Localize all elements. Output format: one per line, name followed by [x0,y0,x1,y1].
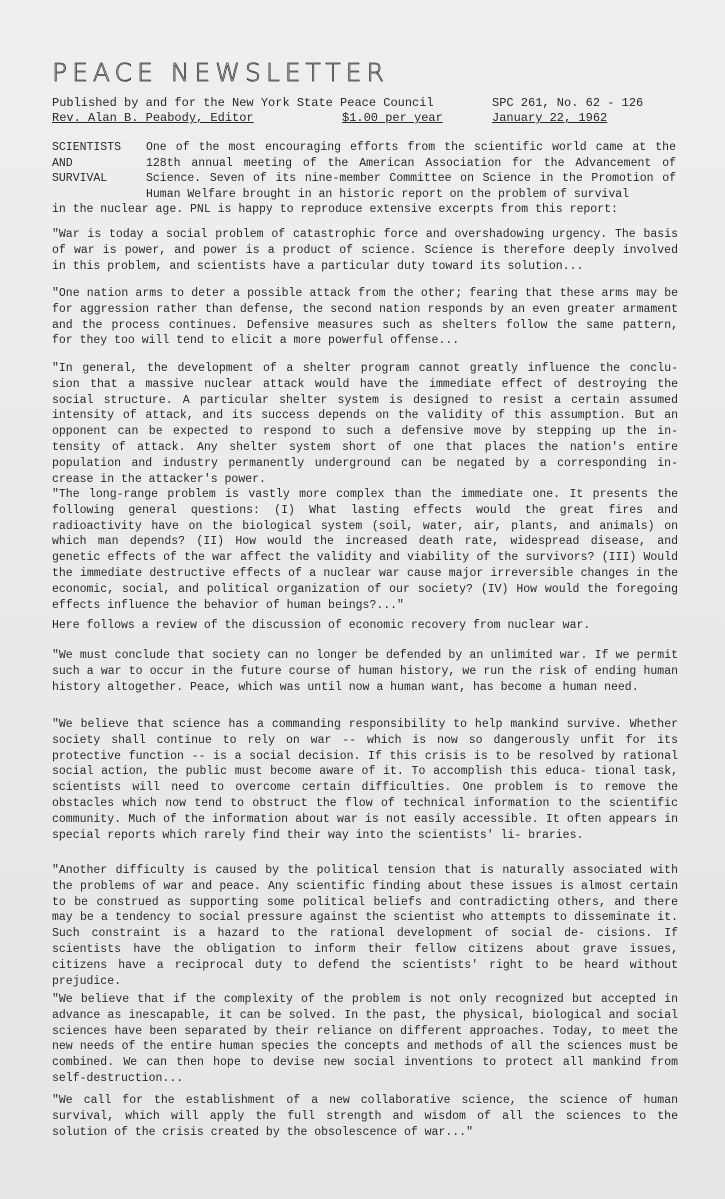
header-line-2 [52,110,662,126]
article-intro-continued: in the nuclear age. PNL is happy to reproduce extensive excerpts from this report: [52,203,618,216]
paragraph-2: "One nation arms to deter a possible attack from the other; fearing that these arms may be for aggression rather than defense, the second nation responds by an even greater armament and the process continues. Defensive measures such as shelters follow the same pattern, for they too will tend to elicit a more powerful offense... [52,287,678,348]
publisher-line: Published by and for the New York State Peace Council [52,96,434,110]
paragraph-4: "The long-range problem is vastly more complex than the immediate one. It presents the following general questions: (I) What lasting effects would the great fires and radioactivity have on the biological system (soil, water, air, plants, and animals) on which man depends? (II) How would the increased death rate, widespread disease, and genetic effects of the war affect the validity and viability of the survivors? (III) Would the immediate destructive effects of a nuclear war cause major irreversible changes in the economic, social, and political organization of our society? (IV) How would the foregoing effects influence the behavior of human beings?..." [52,488,678,612]
side-label-line: AND [52,156,73,170]
editor-line: Rev. Alan B. Peabody, Editor [52,111,254,125]
paragraph-9: "We believe that if the complexity of the problem is not only recognized but accepted in advance as inescapable, it can be solved. In the past, the physical, biological and social sciences have been separated by their reliance on different approaches. Today, to meet the new needs of the entire human species the concepts and methods of all the sciences must be combined. We can then hope to devise new social inventions to protect all mankind from self-destruction... [52,993,678,1085]
paragraph-10: "We call for the establishment of a new collaborative science, the science of human survival, which will apply the full strength and wisdom of all the sciences to the solution of the crisis created by the obsolescence of war..." [52,1094,678,1139]
side-label-line: SURVIVAL [52,172,108,186]
paragraph-8: "Another difficulty is caused by the political tension that is naturally associated with the problems of war and peace. Any scientific finding about these issues is almost certain to be construed as supporting some political beliefs and contradicting others, and there may be a tendency to social pressure against the scientist who attempts to disseminate it. Such constraint is a hazard to the rational development of social de- cisions. If scientists have the obligation to inform their fellow citizens about grave issues, citizens have a reciprocal duty to defend the scientists' right to be heard without prejudice. [52,864,678,988]
article-side-label [52,140,144,187]
issue-number: SPC 261, No. 62 - 126 [492,96,644,110]
paragraph-3: "In general, the development of a shelter program cannot greatly influence the conclu- sion that a massive nuclear attack would have the immediate effect of destroying the social structure. A particular shelter system is designed to resist a certain assumed intensity of attack, and its success depends on the validity of this assumption. But an opponent can be expected to respond to such a defensive move by stepping up the in- tensity of attack. Any shelter system short of one that places the nation's entire population and industry permanently underground can be negated by a corresponding in- crease in the attacker's power. [52,362,678,486]
header-line-1 [52,95,662,111]
paragraph-5: Here follows a review of the discussion of economic recovery from nuclear war. [52,619,591,632]
paragraph-1: "War is today a social problem of catastrophic force and overshadowing urgency. The basis of war is power, and power is a product of science. Science is therefore deeply involved in this problem, and scientists have a particular duty toward its solution... [52,228,678,273]
paragraph-6: "We must conclude that society can no longer be defended by an unlimited war. If we permit such a war to occur in the future course of human history, we run the risk of ending human history altogether. Peace, which was until now a human want, has become a human need. [52,649,678,694]
side-label-line: SCIENTISTS [52,141,122,154]
article-intro: One of the most encouraging efforts from the scientific world came at the 128th annual meeting of the American Association for the Advancement of Science. Seven of its nine-member Committee on Science in the Promotion of Human Welfare brought in an historic report on the problem of survival [146,141,676,202]
masthead-title: PEACE NEWSLETTER [52,58,389,87]
paragraph-7: "We believe that science has a commanding responsibility to help mankind survive. Whether society shall continue to rely on war -- which is now so dangerously unfit for its protective function -- is a social decision. If this crisis is to be resolved by rational social action, the public must become aware of it. To accomplish this educa- tional task, scientists will need to overcome certain difficulties. One problem is to remove the obstacles which now tend to obstruct the flow of technical information to the scientific community. Much of the information about war is not easily accessible. It often appears in special reports which rarely find their way into the scientists' li- braries. [52,718,678,842]
subscription-price: $1.00 per year [342,111,443,125]
issue-date: January 22, 1962 [492,111,608,125]
